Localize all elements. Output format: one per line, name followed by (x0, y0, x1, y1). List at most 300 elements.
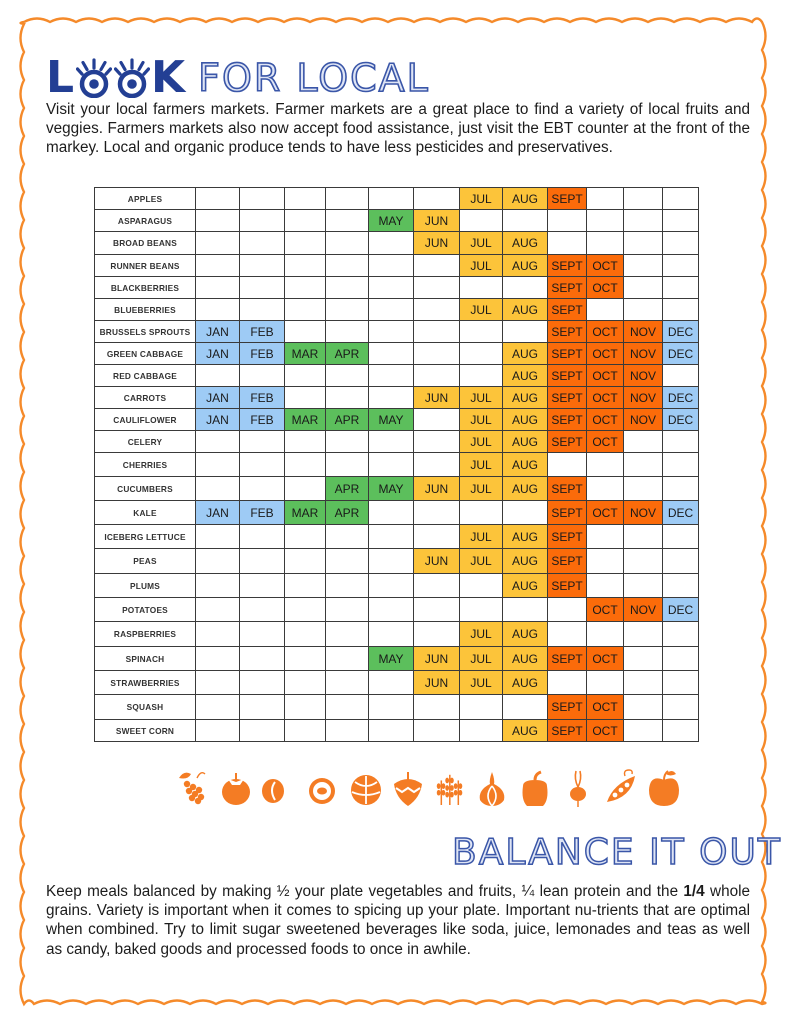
empty-cell (624, 622, 663, 647)
grapes-icon (175, 768, 211, 808)
produce-row (95, 387, 699, 409)
season-cell-jul: JUL (460, 525, 503, 549)
empty-cell (414, 321, 460, 343)
empty-cell (240, 574, 285, 598)
empty-cell (369, 671, 414, 695)
empty-cell (196, 622, 240, 647)
empty-cell (503, 695, 548, 720)
empty-cell (326, 299, 369, 321)
season-cell-sept: SEPT (548, 321, 587, 343)
season-cell-oct: OCT (587, 598, 624, 622)
empty-cell (414, 720, 460, 742)
produce-name: BLACKBERRIES (95, 277, 196, 299)
look-title (46, 52, 187, 103)
empty-cell (663, 277, 699, 299)
empty-cell (285, 210, 326, 232)
season-cell-feb: FEB (240, 501, 285, 525)
produce-row (95, 232, 699, 255)
empty-cell (369, 343, 414, 365)
empty-cell (196, 647, 240, 671)
season-cell-jun: JUN (414, 671, 460, 695)
season-cell-apr: APR (326, 343, 369, 365)
produce-row (95, 647, 699, 671)
empty-cell (414, 299, 460, 321)
produce-name: CAULIFLOWER (95, 409, 196, 431)
produce-name: CARROTS (95, 387, 196, 409)
empty-cell (414, 277, 460, 299)
empty-cell (414, 525, 460, 549)
produce-row (95, 622, 699, 647)
season-cell-jul: JUL (460, 232, 503, 255)
intro-paragraph: Visit your local farmers markets. Farmer markets are a great place to find a variety of local fruits and veggies. Farmers markets also now accept food assistance, just visit the EBT counter at the front of the markey. Local and organic produce tends to have less pesticides and preservatives. (46, 101, 750, 157)
empty-cell (196, 695, 240, 720)
empty-cell (326, 574, 369, 598)
season-cell-sept: SEPT (548, 365, 587, 387)
empty-cell (663, 232, 699, 255)
produce-name: ASPARAGUS (95, 210, 196, 232)
empty-cell (240, 525, 285, 549)
season-cell-sept: SEPT (548, 255, 587, 277)
empty-cell (587, 477, 624, 501)
season-cell-oct: OCT (587, 695, 624, 720)
empty-cell (326, 210, 369, 232)
season-cell-aug: AUG (503, 431, 548, 453)
empty-cell (285, 671, 326, 695)
season-cell-jun: JUN (414, 232, 460, 255)
empty-cell (369, 720, 414, 742)
season-cell-apr: APR (326, 409, 369, 431)
empty-cell (663, 622, 699, 647)
season-cell-feb: FEB (240, 321, 285, 343)
tomato-icon (218, 768, 254, 808)
produce-name: RASPBERRIES (95, 622, 196, 647)
produce-name: SPINACH (95, 647, 196, 671)
empty-cell (460, 695, 503, 720)
produce-row (95, 574, 699, 598)
empty-cell (624, 232, 663, 255)
season-cell-apr: APR (326, 501, 369, 525)
bell-pepper-icon (517, 768, 553, 808)
season-cell-oct: OCT (587, 343, 624, 365)
season-cell-sept: SEPT (548, 431, 587, 453)
empty-cell (326, 255, 369, 277)
empty-cell (663, 431, 699, 453)
season-cell-may: MAY (369, 210, 414, 232)
empty-cell (326, 720, 369, 742)
season-cell-nov: NOV (624, 501, 663, 525)
produce-row (95, 671, 699, 695)
empty-cell (624, 525, 663, 549)
produce-name: SQUASH (95, 695, 196, 720)
season-cell-nov: NOV (624, 598, 663, 622)
empty-cell (285, 695, 326, 720)
empty-cell (369, 255, 414, 277)
empty-cell (414, 409, 460, 431)
empty-cell (196, 431, 240, 453)
empty-cell (240, 671, 285, 695)
empty-cell (460, 277, 503, 299)
empty-cell (326, 598, 369, 622)
produce-row (95, 343, 699, 365)
season-cell-oct: OCT (587, 647, 624, 671)
empty-cell (503, 210, 548, 232)
season-cell-sept: SEPT (548, 387, 587, 409)
empty-cell (548, 671, 587, 695)
season-cell-oct: OCT (587, 409, 624, 431)
empty-cell (663, 647, 699, 671)
empty-cell (369, 525, 414, 549)
season-cell-aug: AUG (503, 343, 548, 365)
empty-cell (240, 232, 285, 255)
empty-cell (240, 477, 285, 501)
produce-row (95, 525, 699, 549)
produce-row (95, 188, 699, 210)
empty-cell (369, 299, 414, 321)
produce-row (95, 477, 699, 501)
season-cell-jul: JUL (460, 431, 503, 453)
season-cell-jul: JUL (460, 549, 503, 574)
empty-cell (369, 622, 414, 647)
season-cell-sept: SEPT (548, 477, 587, 501)
empty-cell (414, 598, 460, 622)
produce-name: STRAWBERRIES (95, 671, 196, 695)
season-cell-sept: SEPT (548, 720, 587, 742)
empty-cell (587, 549, 624, 574)
apple-icon (646, 768, 682, 808)
empty-cell (196, 477, 240, 501)
empty-cell (663, 695, 699, 720)
season-cell-dec: DEC (663, 501, 699, 525)
season-cell-sept: SEPT (548, 188, 587, 210)
empty-cell (587, 671, 624, 695)
season-cell-jul: JUL (460, 622, 503, 647)
empty-cell (548, 232, 587, 255)
season-cell-oct: OCT (587, 365, 624, 387)
empty-cell (326, 232, 369, 255)
empty-cell (285, 321, 326, 343)
empty-cell (460, 501, 503, 525)
produce-row (95, 321, 699, 343)
empty-cell (285, 431, 326, 453)
empty-cell (414, 431, 460, 453)
empty-cell (663, 210, 699, 232)
empty-cell (414, 695, 460, 720)
empty-cell (414, 622, 460, 647)
produce-name: POTATOES (95, 598, 196, 622)
season-cell-aug: AUG (503, 232, 548, 255)
season-cell-mar: MAR (285, 409, 326, 431)
empty-cell (326, 277, 369, 299)
season-cell-jun: JUN (414, 477, 460, 501)
empty-cell (414, 188, 460, 210)
empty-cell (196, 574, 240, 598)
empty-cell (624, 477, 663, 501)
eye-o-icon (114, 58, 150, 98)
empty-cell (587, 232, 624, 255)
empty-cell (663, 365, 699, 387)
season-cell-sept: SEPT (548, 574, 587, 598)
empty-cell (414, 343, 460, 365)
season-cell-aug: AUG (503, 647, 548, 671)
season-cell-may: MAY (369, 647, 414, 671)
empty-cell (326, 622, 369, 647)
season-cell-jan: JAN (196, 321, 240, 343)
produce-name: CELERY (95, 431, 196, 453)
season-cell-nov: NOV (624, 343, 663, 365)
empty-cell (326, 671, 369, 695)
empty-cell (624, 720, 663, 742)
season-cell-jan: JAN (196, 387, 240, 409)
empty-cell (285, 255, 326, 277)
season-cell-jul: JUL (460, 387, 503, 409)
empty-cell (369, 321, 414, 343)
empty-cell (240, 647, 285, 671)
empty-cell (548, 453, 587, 477)
empty-cell (460, 574, 503, 598)
produce-name: CHERRIES (95, 453, 196, 477)
empty-cell (624, 695, 663, 720)
empty-cell (414, 501, 460, 525)
cabbage-icon (347, 768, 383, 808)
season-cell-sept: SEPT (548, 647, 587, 671)
empty-cell (326, 549, 369, 574)
empty-cell (240, 210, 285, 232)
empty-cell (196, 525, 240, 549)
season-cell-mar: MAR (285, 343, 326, 365)
produce-name: BRUSSELS SPROUTS (95, 321, 196, 343)
empty-cell (587, 299, 624, 321)
empty-cell (369, 598, 414, 622)
empty-cell (460, 321, 503, 343)
season-cell-aug: AUG (503, 671, 548, 695)
empty-cell (548, 210, 587, 232)
empty-cell (196, 598, 240, 622)
produce-row (95, 409, 699, 431)
produce-name: APPLES (95, 188, 196, 210)
balance-text-bold: 1/4 (683, 883, 705, 900)
season-cell-may: MAY (369, 409, 414, 431)
empty-cell (196, 365, 240, 387)
season-cell-jun: JUN (414, 387, 460, 409)
season-cell-aug: AUG (503, 409, 548, 431)
empty-cell (240, 277, 285, 299)
empty-cell (460, 598, 503, 622)
empty-cell (663, 299, 699, 321)
season-cell-sept: SEPT (548, 525, 587, 549)
empty-cell (587, 210, 624, 232)
empty-cell (285, 387, 326, 409)
empty-cell (369, 549, 414, 574)
empty-cell (196, 277, 240, 299)
produce-row (95, 299, 699, 321)
season-cell-nov: NOV (624, 387, 663, 409)
balance-paragraph (46, 882, 750, 959)
produce-row (95, 277, 699, 299)
season-cell-jul: JUL (460, 188, 503, 210)
empty-cell (369, 574, 414, 598)
pea-pod-icon (603, 768, 639, 808)
empty-cell (285, 598, 326, 622)
empty-cell (587, 622, 624, 647)
season-cell-aug: AUG (503, 574, 548, 598)
season-cell-sept: SEPT (548, 549, 587, 574)
empty-cell (369, 431, 414, 453)
empty-cell (624, 299, 663, 321)
empty-cell (587, 574, 624, 598)
empty-cell (285, 277, 326, 299)
empty-cell (285, 549, 326, 574)
season-cell-feb: FEB (240, 387, 285, 409)
empty-cell (663, 525, 699, 549)
season-cell-oct: OCT (587, 501, 624, 525)
empty-cell (624, 277, 663, 299)
empty-cell (326, 647, 369, 671)
empty-cell (326, 453, 369, 477)
season-cell-nov: NOV (624, 409, 663, 431)
empty-cell (240, 549, 285, 574)
produce-row (95, 720, 699, 742)
empty-cell (369, 387, 414, 409)
empty-cell (587, 188, 624, 210)
produce-name: SWEET CORN (95, 720, 196, 742)
season-cell-sept: SEPT (548, 501, 587, 525)
season-cell-jan: JAN (196, 501, 240, 525)
empty-cell (503, 501, 548, 525)
empty-cell (369, 365, 414, 387)
season-cell-aug: AUG (503, 720, 548, 742)
empty-cell (624, 647, 663, 671)
season-cell-oct: OCT (587, 720, 624, 742)
season-cell-nov: NOV (624, 321, 663, 343)
season-cell-dec: DEC (663, 409, 699, 431)
empty-cell (624, 549, 663, 574)
produce-name: BROAD BEANS (95, 232, 196, 255)
balance-it-out-title: BALANCE IT OUT (452, 832, 782, 873)
empty-cell (414, 574, 460, 598)
empty-cell (369, 232, 414, 255)
season-cell-oct: OCT (587, 277, 624, 299)
empty-cell (285, 622, 326, 647)
empty-cell (196, 188, 240, 210)
season-cell-aug: AUG (503, 453, 548, 477)
produce-row (95, 255, 699, 277)
season-cell-aug: AUG (503, 188, 548, 210)
empty-cell (663, 477, 699, 501)
season-cell-nov: NOV (624, 365, 663, 387)
season-cell-dec: DEC (663, 598, 699, 622)
empty-cell (196, 671, 240, 695)
produce-name: PEAS (95, 549, 196, 574)
empty-cell (240, 431, 285, 453)
look-letter-k: K (151, 52, 187, 103)
empty-cell (503, 321, 548, 343)
empty-cell (285, 232, 326, 255)
empty-cell (326, 321, 369, 343)
season-cell-jul: JUL (460, 671, 503, 695)
wheat-icon (433, 768, 467, 808)
empty-cell (196, 255, 240, 277)
season-cell-aug: AUG (503, 299, 548, 321)
empty-cell (285, 188, 326, 210)
season-cell-aug: AUG (503, 525, 548, 549)
empty-cell (285, 525, 326, 549)
empty-cell (196, 299, 240, 321)
empty-cell (196, 210, 240, 232)
season-cell-feb: FEB (240, 409, 285, 431)
empty-cell (587, 525, 624, 549)
season-cell-jan: JAN (196, 409, 240, 431)
empty-cell (240, 299, 285, 321)
empty-cell (240, 695, 285, 720)
season-cell-sept: SEPT (548, 695, 587, 720)
season-cell-jun: JUN (414, 647, 460, 671)
onion-icon (474, 768, 510, 808)
season-cell-jul: JUL (460, 255, 503, 277)
plum-icon (261, 768, 297, 808)
empty-cell (240, 622, 285, 647)
empty-cell (285, 299, 326, 321)
empty-cell (548, 622, 587, 647)
produce-row (95, 549, 699, 574)
empty-cell (548, 598, 587, 622)
season-cell-jun: JUN (414, 549, 460, 574)
season-cell-sept: SEPT (548, 409, 587, 431)
empty-cell (663, 671, 699, 695)
season-cell-aug: AUG (503, 255, 548, 277)
empty-cell (369, 277, 414, 299)
produce-name: CUCUMBERS (95, 477, 196, 501)
season-cell-dec: DEC (663, 343, 699, 365)
season-cell-sept: SEPT (548, 343, 587, 365)
empty-cell (285, 453, 326, 477)
season-cell-dec: DEC (663, 321, 699, 343)
look-for-local-heading (46, 52, 430, 103)
empty-cell (624, 210, 663, 232)
empty-cell (414, 255, 460, 277)
produce-name: ICEBERG LETTUCE (95, 525, 196, 549)
empty-cell (460, 720, 503, 742)
empty-cell (369, 695, 414, 720)
empty-cell (326, 695, 369, 720)
radish-icon (560, 768, 596, 808)
season-cell-oct: OCT (587, 387, 624, 409)
strawberry-icon (390, 768, 426, 808)
empty-cell (326, 431, 369, 453)
empty-cell (663, 255, 699, 277)
season-cell-apr: APR (326, 477, 369, 501)
empty-cell (240, 365, 285, 387)
season-cell-sept: SEPT (548, 277, 587, 299)
empty-cell (285, 720, 326, 742)
season-cell-jun: JUN (414, 210, 460, 232)
empty-cell (624, 431, 663, 453)
empty-cell (196, 549, 240, 574)
empty-cell (369, 453, 414, 477)
empty-cell (663, 453, 699, 477)
produce-name: KALE (95, 501, 196, 525)
empty-cell (503, 277, 548, 299)
produce-name: BLUEBERRIES (95, 299, 196, 321)
produce-row (95, 210, 699, 232)
empty-cell (285, 365, 326, 387)
eye-o-icon (76, 58, 112, 98)
empty-cell (240, 598, 285, 622)
produce-row (95, 365, 699, 387)
empty-cell (326, 525, 369, 549)
empty-cell (503, 598, 548, 622)
empty-cell (326, 365, 369, 387)
empty-cell (624, 671, 663, 695)
